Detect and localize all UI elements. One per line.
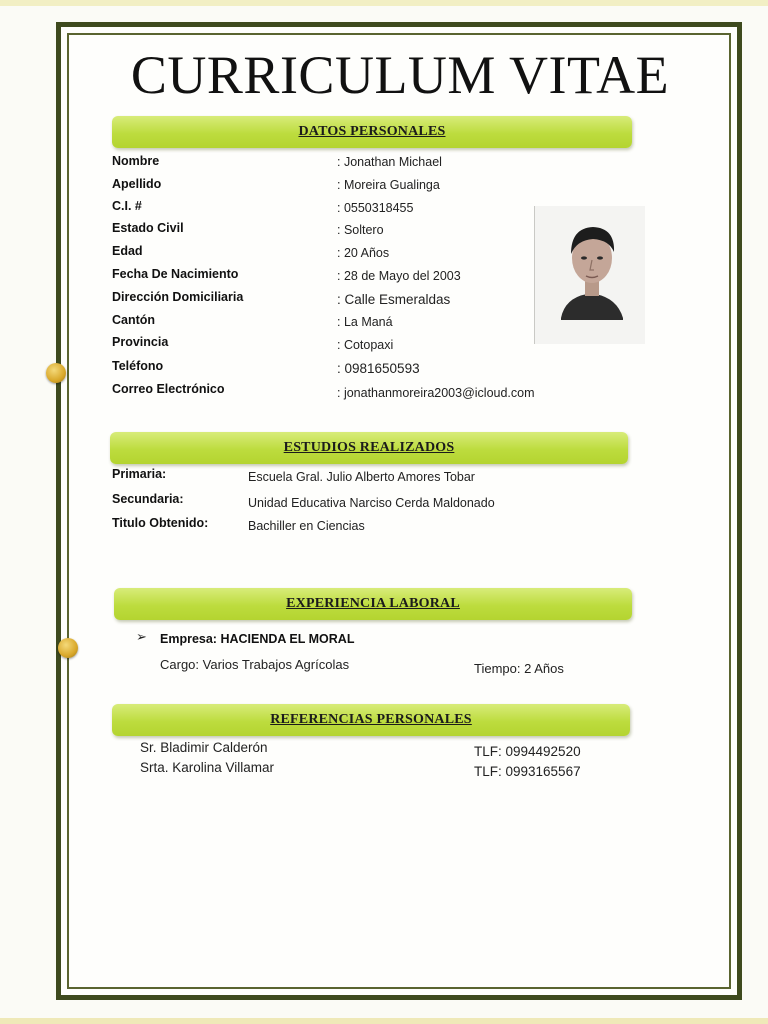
field-value-direccion: : Calle Esmeraldas [337,292,451,307]
section-title-personal: DATOS PERSONALES [298,124,446,139]
document-inner-border [67,33,731,989]
field-value-fecha-nacimiento: : 28 de Mayo del 2003 [337,269,461,283]
experience-empresa: Empresa: HACIENDA EL MORAL [160,632,355,646]
field-value-apellido: : Moreira Gualinga [337,178,440,192]
paper-edge-top [0,0,768,6]
reference-name: Srta. Karolina Villamar [140,760,275,775]
study-value-primaria: Escuela Gral. Julio Alberto Amores Tobar [248,470,475,484]
field-value-telefono: : 0981650593 [337,361,420,376]
reference-phone: TLF: 0994492520 [474,744,581,759]
binder-hole-icon [46,363,66,383]
binder-hole-icon [58,638,78,658]
field-value-nombre: : Jonathan Michael [337,155,442,169]
field-label-correo: Correo Electrónico [112,382,225,396]
section-title-studies: ESTUDIOS REALIZADOS [283,440,455,455]
field-value-canton: : La Maná [337,315,393,329]
field-label-fecha-nacimiento: Fecha De Nacimiento [112,267,239,281]
field-label-provincia: Provincia [112,335,169,349]
profile-photo [534,206,645,344]
field-label-direccion: Dirección Domiciliaria [112,290,244,304]
reference-phone: TLF: 0993165567 [474,764,581,779]
field-value-edad: : 20 Años [337,246,390,260]
study-label-secundaria: Secundaria: [112,492,184,506]
field-label-telefono: Teléfono [112,359,164,373]
field-label-edad: Edad [112,244,143,258]
field-value-provincia: : Cotopaxi [337,338,394,352]
study-label-primaria: Primaria: [112,467,167,481]
field-label-ci: C.I. # [112,199,142,213]
field-value-ci: : 0550318455 [337,201,414,215]
field-label-apellido: Apellido [112,177,162,191]
field-value-correo: : jonathanmoreira2003@icloud.com [337,386,535,400]
person-portrait-icon [535,206,645,344]
study-value-secundaria: Unidad Educativa Narciso Cerda Maldonado [248,496,495,510]
section-title-experience: EXPERIENCIA LABORAL [286,596,460,611]
field-value-estado-civil: : Soltero [337,223,384,237]
section-header-experience [114,588,632,620]
field-label-nombre: Nombre [112,154,160,168]
section-header-references [112,704,630,736]
document-title: CURRICULUM VITAE [130,45,670,105]
study-label-titulo: Titulo Obtenido: [112,516,209,530]
reference-name: Sr. Bladimir Calderón [140,740,268,755]
paper-edge-bottom [0,1018,768,1024]
field-label-canton: Cantón [112,313,156,327]
experience-tiempo: Tiempo: 2 Años [474,661,564,676]
section-header-personal [112,116,632,148]
study-value-titulo: Bachiller en Ciencias [248,519,365,533]
section-header-studies [110,432,628,464]
experience-cargo: Cargo: Varios Trabajos Agrícolas [160,657,350,672]
section-title-references: REFERENCIAS PERSONALES [270,712,472,727]
bullet-arrow-icon: ➢ [136,629,147,644]
field-label-estado-civil: Estado Civil [112,221,184,235]
